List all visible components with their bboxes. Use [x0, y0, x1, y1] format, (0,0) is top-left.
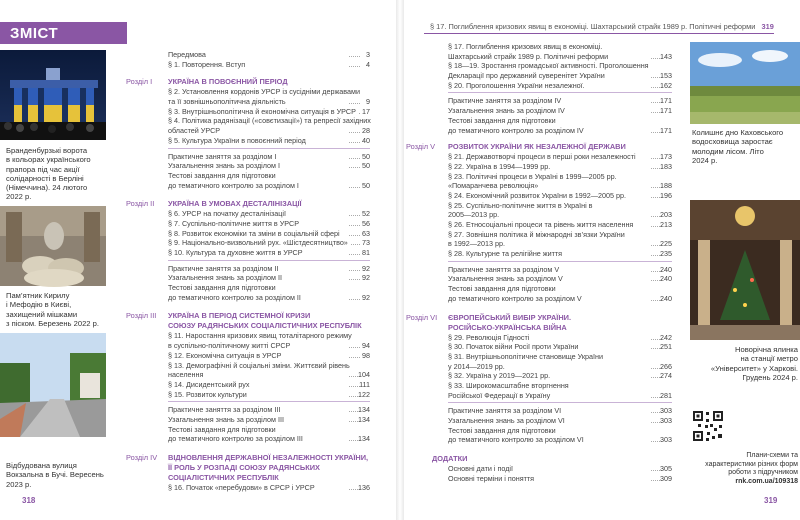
toc-entry-title: Узагальнення знань за розділом III — [168, 414, 284, 424]
toc-entry-title: § 5. Культура України в повоєнний період — [168, 135, 306, 145]
toc-entry-page: 63 — [362, 228, 370, 238]
toc-entry-page: 305 — [660, 464, 672, 474]
section-label: Розділ I — [126, 77, 153, 87]
toc-entry-page: 50 — [362, 180, 370, 190]
toc-entry-page: 303 — [660, 416, 672, 425]
toc-entry-page: 92 — [362, 292, 370, 302]
toc-entry[interactable] — [448, 126, 672, 136]
toc-entry-title: Узагальнення знань за розділом IV — [448, 106, 565, 116]
toc-entry[interactable] — [448, 464, 672, 474]
toc-entry[interactable] — [168, 209, 370, 219]
toc-entry-title: до тематичного контролю за розділом VI — [448, 435, 584, 445]
toc-entry-title: областей УРСР — [168, 126, 221, 136]
section-label: Розділ IV — [126, 453, 158, 462]
toc-entry[interactable] — [448, 191, 672, 201]
toc-entry-title: § 15. Розвиток культури — [168, 389, 247, 399]
toc-entry-title: § 24. Економічний розвиток України в 1992—2005 рр. — [448, 190, 626, 200]
toc-entry[interactable] — [448, 362, 672, 372]
toc-entry-title: § 8. Розвиток економіки та зміни в соціальній сфері — [168, 228, 340, 238]
toc-entry-page: 134 — [358, 414, 370, 424]
toc-entry[interactable] — [168, 126, 370, 136]
toc-entry-title: Практичне заняття за розділом V — [448, 264, 560, 274]
toc-entry[interactable] — [448, 210, 672, 220]
photo-kyrylo-mefodiy-monument — [0, 206, 106, 286]
divider — [448, 92, 672, 93]
caption-kharkiv-metro: Новорічна ялинка на станції метро «Університет» у Харкові. Грудень 2024 р. — [710, 345, 798, 382]
toc-entry[interactable] — [168, 415, 370, 425]
toc-entry-title: § 16. Початок «перебудови» в СРСР і УРСР — [168, 483, 315, 492]
section-title: РОЗВИТОК УКРАЇНИ ЯК НЕЗАЛЕЖНОЇ ДЕРЖАВИ — [448, 142, 626, 152]
toc-entry[interactable] — [448, 96, 672, 106]
section-label: Розділ V — [406, 142, 436, 152]
toc-entry-title: до тематичного контролю за розділом III — [168, 434, 303, 444]
toc-entry[interactable] — [448, 81, 672, 91]
toc-entry[interactable] — [168, 107, 370, 117]
toc-entry-page: 143 — [660, 51, 672, 61]
toc-left — [126, 50, 371, 493]
toc-entry[interactable] — [168, 97, 370, 107]
toc-entry[interactable] — [448, 42, 672, 52]
section-title: СОЦІАЛІСТИЧНИХ РЕСПУБЛІК — [168, 473, 279, 482]
toc-entry-title: в 1992—2013 рр. — [448, 239, 505, 249]
toc-entry-title: § 20. Проголошення України незалежної. — [448, 80, 585, 90]
toc-entry[interactable] — [168, 219, 370, 229]
toc-entry-page: 81 — [362, 248, 370, 257]
section-heading — [448, 323, 672, 333]
section-label: Розділ VI — [406, 312, 438, 322]
toc-entry[interactable] — [448, 162, 672, 172]
toc-entry[interactable] — [448, 181, 672, 191]
toc-entry[interactable] — [448, 152, 672, 162]
toc-entry-page: 242 — [660, 332, 672, 342]
toc-entry-page: 3 — [366, 50, 370, 59]
toc-entry[interactable] — [448, 333, 672, 343]
toc-entry-page: 92 — [362, 273, 370, 283]
toc-entry[interactable] — [168, 380, 370, 390]
page-number-right: 319 — [764, 496, 778, 505]
toc-right — [406, 42, 672, 483]
toc-entry-page: 196 — [660, 190, 672, 200]
toc-entry-page: 309 — [660, 473, 672, 483]
caption-brandenburg-gate: Бранденбурзькі ворота в кольорах українського прапора під час акції солідарності в Берліні (Німеччина). 24 лютого 2022 р. — [6, 146, 91, 202]
toc-entry-title: населення — [168, 370, 204, 380]
toc-entry-title: до тематичного контролю за розділом II — [168, 292, 301, 302]
toc-entry[interactable] — [448, 342, 672, 352]
section-title: УКРАЇНА В ПОВОЄННИЙ ПЕРІОД — [168, 77, 288, 87]
toc-entry-title: § 29. Революція Гідності — [448, 332, 530, 342]
toc-entry-page: 281 — [660, 390, 672, 400]
toc-entry-title: § 18—19. Зростання громадської активності. Проголошення — [448, 61, 649, 71]
toc-entry-title: «Помаранчева революція» — [448, 181, 539, 191]
toc-entry[interactable] — [448, 274, 672, 284]
toc-entry-page: 153 — [660, 71, 672, 81]
toc-entry-title: Практичне заняття за розділом VI — [448, 406, 562, 416]
toc-entry[interactable] — [168, 136, 370, 146]
section-heading — [126, 77, 370, 87]
toc-entry[interactable] — [448, 284, 672, 294]
toc-entry[interactable] — [168, 116, 370, 126]
toc-entry[interactable] — [168, 425, 370, 435]
page-title: ЗМІСТ — [10, 25, 59, 42]
toc-entry-title: § 3. Внутрішньополітична й економічна ситуація в УРСР — [168, 106, 356, 116]
toc-entry-page: 50 — [362, 161, 370, 171]
toc-entry-page: 9 — [366, 97, 370, 107]
toc-entry-title: в суспільно-політичному житті СРСР — [168, 341, 291, 351]
section-title: СОЮЗУ РАДЯНСЬКИХ СОЦІАЛІСТИЧНИХ РЕСПУБЛІК — [168, 321, 362, 331]
toc-entry[interactable] — [168, 171, 370, 181]
toc-entry[interactable] — [168, 283, 370, 293]
toc-entry-title: до тематичного контролю за розділом I — [168, 180, 299, 190]
toc-entry[interactable] — [168, 273, 370, 283]
toc-entry-page: 4 — [366, 59, 370, 69]
toc-entry-title: § 22. Україна в 1994—1999 рр. — [448, 161, 551, 171]
toc-entry-title: § 1. Повторення. Вступ — [168, 59, 246, 69]
section-heading — [126, 453, 370, 463]
toc-entry[interactable] — [168, 248, 370, 258]
toc-entry[interactable] — [168, 50, 370, 60]
toc-entry-page: 171 — [660, 96, 672, 106]
toc-entry-page: 134 — [358, 434, 370, 444]
toc-entry[interactable] — [448, 249, 672, 259]
toc-entry[interactable] — [448, 265, 672, 275]
divider — [168, 260, 370, 261]
toc-entry-title: § 21. Державотворчі процеси в перші роки незалежності — [448, 152, 636, 162]
appendix-heading: ДОДАТКИ — [432, 454, 468, 464]
toc-entry-page: 73 — [362, 238, 370, 248]
toc-entry[interactable] — [448, 474, 672, 484]
toc-entry-title: Тестові завдання для підготовки — [168, 170, 276, 180]
toc-entry-page: 251 — [660, 342, 672, 352]
toc-entry[interactable] — [448, 294, 672, 304]
toc-entry[interactable] — [448, 381, 672, 391]
toc-entry-title: § 9. Національно-визвольний рух. «Шістдесятництво» — [168, 238, 348, 248]
toc-entry-page: 52 — [362, 209, 370, 219]
toc-entry-page: 111 — [359, 379, 370, 389]
toc-entry-page: 266 — [660, 361, 672, 371]
toc-entry-title: Передмова — [168, 50, 206, 59]
toc-entry-page: 240 — [660, 293, 672, 303]
toc-entry-page: 94 — [362, 341, 370, 351]
toc-entry-title: Основні терміни і поняття — [448, 473, 535, 483]
toc-entry[interactable] — [168, 161, 370, 171]
toc-entry[interactable] — [168, 264, 370, 274]
toc-entry[interactable] — [168, 370, 370, 380]
toc-entry-title: Тестові завдання для підготовки — [168, 283, 276, 293]
section-title: ЇЇ РОЛЬ У РОЗПАДІ СОЮЗУ РАДЯНСЬКИХ — [168, 463, 320, 472]
toc-entry-title: § 28. Культурне та релігійне життя — [448, 249, 563, 259]
section-title: РОСІЙСЬКО-УКРАЇНСЬКА ВІЙНА — [448, 322, 567, 332]
qr-code[interactable] — [692, 410, 724, 442]
toc-entry-title: § 11. Наростання кризових явищ тоталітарного режиму — [168, 331, 352, 341]
toc-entry-page: 40 — [362, 135, 370, 145]
toc-entry-title: та її зовнішньополітична діяльність — [168, 97, 286, 107]
toc-entry-title: § 27. Зовнішня політика й міжнародні зв’язки України — [448, 229, 625, 239]
section-heading — [168, 463, 370, 473]
toc-entry[interactable] — [448, 416, 672, 426]
toc-entry-title: § 10. Культура та духовне життя в УРСР — [168, 248, 303, 257]
toc-entry[interactable] — [448, 71, 672, 81]
toc-entry-title: до тематичного контролю за розділом IV — [448, 125, 584, 135]
photo-brandenburg-gate — [0, 50, 106, 140]
toc-entry-page: 183 — [660, 161, 672, 171]
toc-entry-page: 188 — [660, 181, 672, 191]
toc-entry-page: 92 — [362, 263, 370, 273]
toc-entry-page: 173 — [660, 152, 672, 162]
section-heading — [126, 199, 370, 209]
toc-entry-title: Тестові завдання для підготовки — [448, 115, 556, 125]
toc-entry[interactable] — [168, 341, 370, 351]
toc-entry-page: 171 — [660, 125, 672, 135]
toc-entry-title: § 14. Дисидентський рух — [168, 379, 250, 389]
toc-entry[interactable] — [448, 52, 672, 62]
toc-entry-title: Шахтарський страйк 1989 р. Політичні реформи — [448, 51, 609, 61]
toc-entry-page: 225 — [660, 239, 672, 249]
toc-entry[interactable] — [448, 172, 672, 182]
toc-entry-title: Тестові завдання для підготовки — [448, 284, 556, 294]
toc-entry-title: § 23. Політичні процеси в Україні в 1999—2005 рр. — [448, 171, 617, 181]
section-heading — [126, 311, 370, 321]
section-heading — [406, 142, 672, 152]
toc-entry-page: 240 — [660, 264, 672, 274]
toc-entry-page: 98 — [362, 350, 370, 360]
photo-bucha-street — [0, 333, 106, 437]
divider — [168, 401, 370, 402]
section-label: Розділ III — [126, 311, 157, 321]
toc-entry-title: Тестові завдання для підготовки — [168, 424, 276, 434]
toc-entry[interactable] — [168, 390, 370, 400]
toc-entry-title: Узагальнення знань за розділом V — [448, 274, 563, 284]
toc-entry-page: 240 — [660, 274, 672, 284]
toc-entry-page: 50 — [362, 151, 370, 161]
toc-entry-title: 2005—2013 рр. — [448, 210, 500, 220]
toc-entry[interactable] — [168, 405, 370, 415]
toc-entry-title: Російської Федерації в Україну — [448, 390, 551, 400]
toc-entry-title: Практичне заняття за розділом III — [168, 405, 281, 415]
toc-entry[interactable] — [448, 239, 672, 249]
toc-entry[interactable] — [448, 106, 672, 116]
section-title: ЄВРОПЕЙСЬКИЙ ВИБІР УКРАЇНИ. — [448, 312, 572, 322]
toc-entry-title: Практичне заняття за розділом I — [168, 151, 277, 161]
toc-entry[interactable] — [168, 229, 370, 239]
toc-entry-title: § 7. Суспільно-політичне життя в УРСР — [168, 218, 299, 228]
toc-entry[interactable] — [448, 371, 672, 381]
toc-entry[interactable] — [168, 331, 370, 341]
toc-entry-title: § 26. Етносоціальні процеси та рівень життя населення — [448, 220, 634, 229]
caption-qr: Плани-схеми та характеристики різних форм роботи з підручником rnk.com.ua/109318 — [705, 452, 798, 485]
toc-entry[interactable] — [448, 61, 672, 71]
toc-entry-title: § 31. Внутрішньополітичне становище України — [448, 351, 604, 361]
section-title: ВІДНОВЛЕННЯ ДЕРЖАВНОЇ НЕЗАЛЕЖНОСТІ УКРАЇНИ, — [168, 453, 369, 462]
section-heading — [168, 473, 370, 483]
section-heading — [168, 321, 370, 331]
toc-entry-page: 136 — [358, 483, 370, 492]
toc-entry[interactable] — [168, 361, 370, 371]
toc-entry-title: § 12. Економічна ситуація в УРСР — [168, 350, 282, 360]
toc-entry-page: 162 — [660, 80, 672, 90]
caption-kakhovka: Колишнє дно Каховського водосховища заростає молодим лісом. Літо 2024 р. — [692, 128, 784, 165]
toc-entry[interactable] — [168, 434, 370, 444]
toc-entry-title: Узагальнення знань за розділом II — [168, 273, 282, 283]
toc-entry-page: 274 — [660, 371, 672, 381]
toc-entry-page: 134 — [358, 405, 370, 415]
toc-entry[interactable] — [448, 116, 672, 126]
toc-entry[interactable] — [448, 230, 672, 240]
toc-entry-title: § 6. УРСР на початку десталінізації — [168, 209, 286, 219]
header-rule — [424, 33, 774, 34]
section-heading — [406, 312, 672, 323]
toc-entry-title: Тестові завдання для підготовки — [448, 425, 556, 435]
toc-entry-title: § 4. Політика радянізації («совєтизації») та репресії західних — [168, 116, 371, 126]
toc-entry-page: 203 — [660, 210, 672, 220]
toc-entry-title: Основні дати і події — [448, 464, 513, 474]
photo-kakhovka-forest — [690, 42, 800, 124]
section-label: Розділ II — [126, 199, 155, 209]
toc-entry[interactable] — [448, 352, 672, 362]
page-number-left: 318 — [22, 496, 36, 505]
caption-bucha-street: Відбудована вулиця Вокзальна в Бучі. Вересень 2023 р. — [6, 461, 104, 489]
toc-entry-title: § 30. Початок війни Росії проти України — [448, 342, 579, 352]
toc-entry-page: 56 — [362, 218, 370, 228]
photo-kharkiv-metro-tree — [690, 200, 800, 340]
toc-entry[interactable] — [448, 435, 672, 445]
toc-entry-title: § 25. Суспільно-політичне життя в Україні в — [448, 200, 593, 210]
toc-entry-page: 17 — [362, 106, 370, 116]
toc-entry[interactable] — [168, 152, 370, 162]
toc-entry-title: § 17. Поглиблення кризових явищ в економіці. — [448, 42, 603, 51]
toc-entry[interactable] — [168, 293, 370, 303]
toc-entry[interactable] — [168, 87, 370, 97]
toc-entry-page: 122 — [358, 389, 370, 399]
toc-entry-page: 303 — [660, 435, 672, 445]
section-title: УКРАЇНА В УМОВАХ ДЕСТАЛІНІЗАЦІЇ — [168, 199, 302, 209]
toc-entry-page: 171 — [660, 106, 672, 116]
divider — [448, 261, 672, 262]
toc-entry[interactable] — [448, 406, 672, 416]
toc-entry-title: § 13. Демографічні й соціальні зміни. Життєвий рівень — [168, 360, 350, 370]
running-header: § 17. Поглиблення кризових явищ в економіці. Шахтарський страйк 1989 р. Політичні реформи 319 — [430, 22, 774, 31]
toc-entry-title: § 32. Україна у 2019—2021 рр. — [448, 371, 551, 381]
toc-entry-title: Декларації про державний суверенітет України — [448, 71, 605, 81]
section-title: УКРАЇНА В ПЕРІОД СИСТЕМНОЇ КРИЗИ — [168, 311, 311, 321]
divider — [448, 402, 672, 403]
toc-entry-title: у 2014—2019 рр. — [448, 361, 505, 371]
toc-entry-title: Практичне заняття за розділом IV — [448, 96, 562, 106]
caption-monument: Пам’ятник Кирилу і Мефодію в Києві, захищений мішками з піском. Березень 2022 р. — [6, 291, 99, 328]
divider — [168, 148, 370, 149]
toc-entry[interactable] — [168, 351, 370, 361]
toc-entry-page: 235 — [660, 249, 672, 259]
left-page — [0, 0, 398, 520]
toc-entry[interactable] — [168, 181, 370, 191]
toc-entry-page: 303 — [660, 406, 672, 416]
toc-entry-page: 213 — [660, 220, 672, 229]
toc-entry-title: § 2. Установлення кордонів УРСР із сусідніми державами — [168, 87, 360, 97]
toc-entry-title: Практичне заняття за розділом II — [168, 263, 279, 273]
toc-entry-title: Узагальнення знань за розділом I — [168, 161, 280, 171]
toc-entry[interactable] — [448, 201, 672, 211]
toc-entry-title: до тематичного контролю за розділом V — [448, 293, 582, 303]
toc-entry-page: 104 — [358, 370, 370, 380]
toc-entry[interactable] — [168, 60, 370, 70]
toc-entry[interactable] — [168, 483, 370, 493]
toc-entry[interactable] — [168, 238, 370, 248]
toc-entry[interactable] — [448, 220, 672, 230]
toc-entry-title: § 33. Широкомасштабне вторгнення — [448, 380, 569, 390]
toc-entry[interactable] — [448, 391, 672, 401]
toc-entry-title: Узагальнення знань за розділом VI — [448, 416, 565, 425]
toc-entry-page: 28 — [362, 126, 370, 136]
toc-entry[interactable] — [448, 426, 672, 436]
